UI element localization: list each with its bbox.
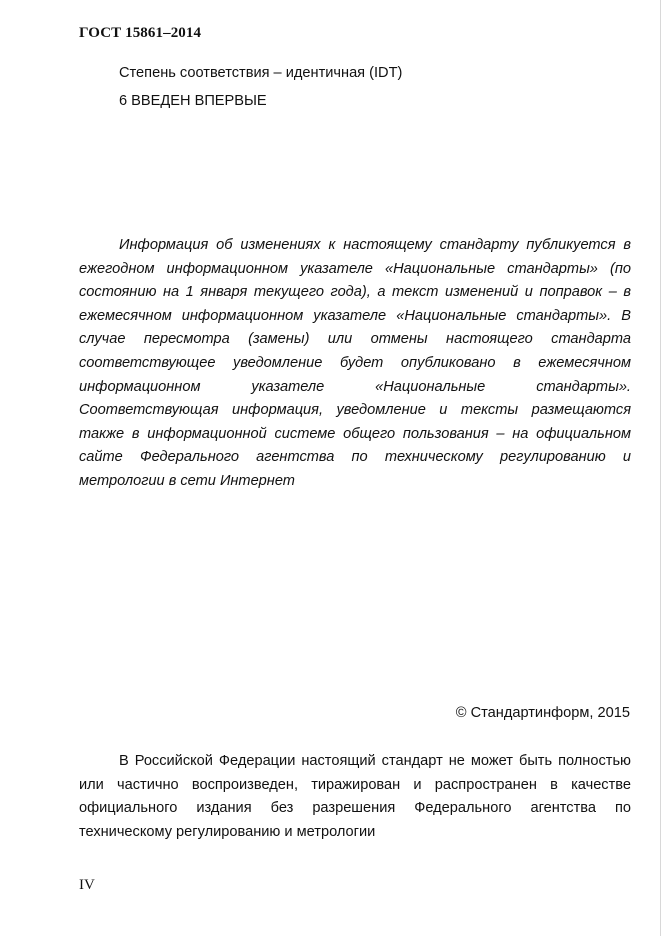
amendments-info-paragraph: Информация об изменениях к настоящему стандарту публикуется в ежегодном информационном указателе «Национальные стандарты» (по состоянию на 1 января текущего года), а текст изменений и поправок – в ежемесячном информационном указателе «Национальные стандарты». В случае пересмотра (замены) или отмены настоящего стандарта соответствующее уведомление будет опубликовано в ежемесячном информационном указателе «Национальные стандарты». Соответствующая информация, уведомление и тексты размещаются также в информационной системе общего пользования – на официальном сайте Федерального агентства по техническому регулированию и метрологии в сети Интернет	[79, 237, 631, 489]
conformity-degree-line: Степень соответствия – идентичная (IDT)	[119, 65, 403, 81]
introduced-first-line: 6 ВВЕДЕН ВПЕРВЫЕ	[119, 93, 267, 109]
copyright-notice: © Стандартинформ, 2015	[455, 705, 630, 721]
document-code-header: ГОСТ 15861–2014	[79, 25, 202, 41]
reproduction-restriction-paragraph: В Российской Федерации настоящий стандарт не может быть полностью или частично воспроизведен, тиражирован и распространен в качестве официального издания без разрешения Федерального агентства по техническому регулированию и метрологии	[79, 753, 631, 840]
page-number: IV	[79, 877, 95, 893]
